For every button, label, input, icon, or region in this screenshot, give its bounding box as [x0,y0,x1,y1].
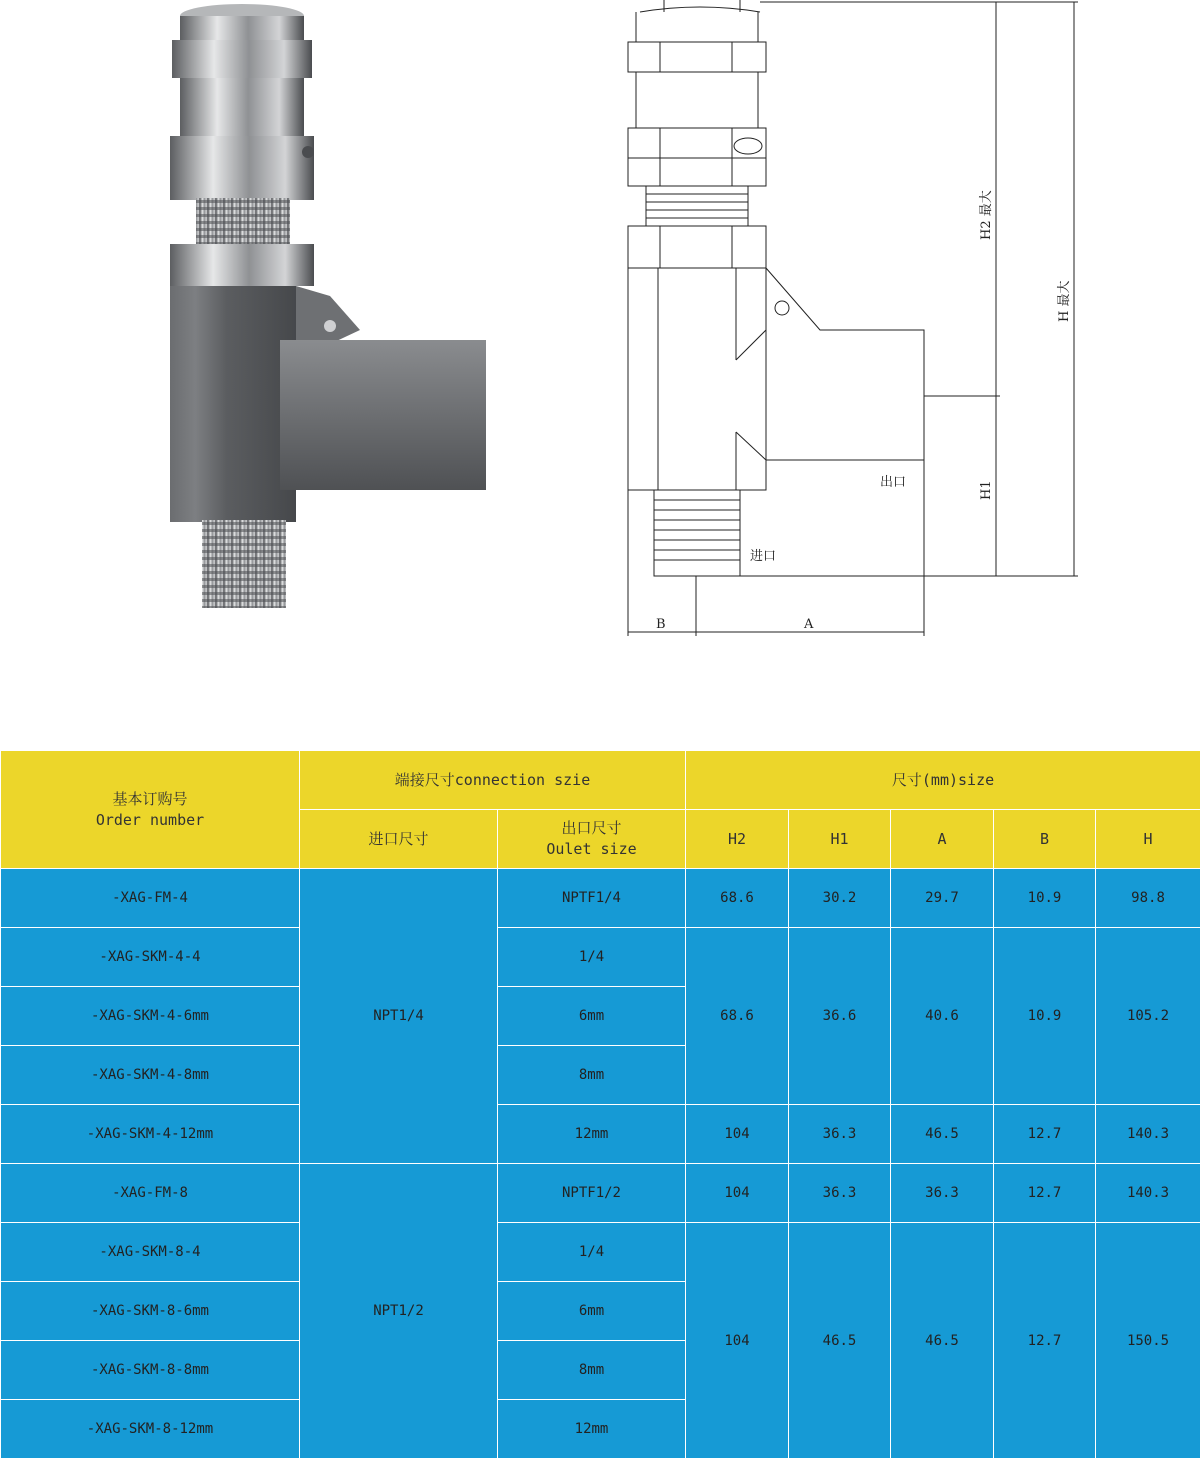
order-number-cell: -XAG-SKM-8-6mm [1,1282,300,1341]
h2-cell: 104 [686,1223,789,1459]
table-row [1,1105,1200,1164]
header-order-en: Order number [1,810,299,831]
inlet-size-cell: NPT1/2 [300,1164,498,1459]
header-inlet-size: 进口尺寸 [300,810,498,869]
outlet-size-cell: 12mm [498,1105,686,1164]
a-cell: 46.5 [891,1105,994,1164]
dimension-drawing [610,0,1090,650]
outlet-size-cell: 6mm [498,987,686,1046]
label-b: B [656,617,666,632]
product-image [150,0,510,620]
h1-cell: 30.2 [789,869,891,928]
header-outlet-en: Oulet size [498,839,685,860]
order-number-cell: -XAG-FM-8 [1,1164,300,1223]
h2-cell: 104 [686,1105,789,1164]
h2-cell: 68.6 [686,869,789,928]
order-number-cell: -XAG-FM-4 [1,869,300,928]
label-h2: H2 最大 [978,190,994,240]
table-row [1,1223,1200,1282]
outlet-size-cell: 6mm [498,1282,686,1341]
h2-cell: 68.6 [686,928,789,1105]
table-row [1,928,1200,987]
inlet-size-cell: NPT1/4 [300,869,498,1164]
label-h1: H1 [979,480,994,500]
h-cell: 105.2 [1096,928,1200,1105]
b-cell: 10.9 [994,928,1096,1105]
a-cell: 36.3 [891,1164,994,1223]
header-h2: H2 [686,810,789,869]
header-connection: 端接尺寸connection szie [300,751,686,810]
h-cell: 98.8 [1096,869,1200,928]
order-number-cell: -XAG-SKM-4-12mm [1,1105,300,1164]
outlet-size-cell: 12mm [498,1400,686,1459]
b-cell: 12.7 [994,1105,1096,1164]
outlet-size-cell: 8mm [498,1341,686,1400]
a-cell: 40.6 [891,928,994,1105]
h1-cell: 36.3 [789,1105,891,1164]
header-h1: H1 [789,810,891,869]
b-cell: 12.7 [994,1164,1096,1223]
table-row [1,869,1200,928]
h-cell: 140.3 [1096,1164,1200,1223]
header-order-cn: 基本订购号 [1,789,299,810]
header-a: A [891,810,994,869]
figure-row [0,0,1200,720]
header-b: B [994,810,1096,869]
outlet-size-cell: NPTF1/2 [498,1164,686,1223]
h1-cell: 36.3 [789,1164,891,1223]
outlet-size-cell: 1/4 [498,928,686,987]
h1-cell: 36.6 [789,928,891,1105]
header-h: H [1096,810,1200,869]
header-outlet-size [498,810,686,869]
order-number-cell: -XAG-SKM-8-4 [1,1223,300,1282]
order-number-cell: -XAG-SKM-8-8mm [1,1341,300,1400]
header-order-number [1,751,300,869]
label-a: A [803,617,814,632]
order-number-cell: -XAG-SKM-4-4 [1,928,300,987]
order-number-cell: -XAG-SKM-4-6mm [1,987,300,1046]
header-outlet-cn: 出口尺寸 [498,818,685,839]
header-size: 尺寸(mm)size [686,751,1200,810]
label-outlet: 出口 [880,474,906,490]
h-cell: 140.3 [1096,1105,1200,1164]
b-cell: 12.7 [994,1223,1096,1459]
order-number-cell: -XAG-SKM-8-12mm [1,1400,300,1459]
table-row [1,1164,1200,1223]
a-cell: 46.5 [891,1223,994,1459]
b-cell: 10.9 [994,869,1096,928]
label-inlet: 进口 [750,548,776,564]
order-number-cell: -XAG-SKM-4-8mm [1,1046,300,1105]
h2-cell: 104 [686,1164,789,1223]
outlet-size-cell: 1/4 [498,1223,686,1282]
a-cell: 29.7 [891,869,994,928]
h-cell: 150.5 [1096,1223,1200,1459]
specification-table [0,750,1200,1459]
outlet-size-cell: 8mm [498,1046,686,1105]
header-row-1 [1,751,1200,810]
label-h: H 最大 [1056,281,1072,322]
h1-cell: 46.5 [789,1223,891,1459]
outlet-size-cell: NPTF1/4 [498,869,686,928]
